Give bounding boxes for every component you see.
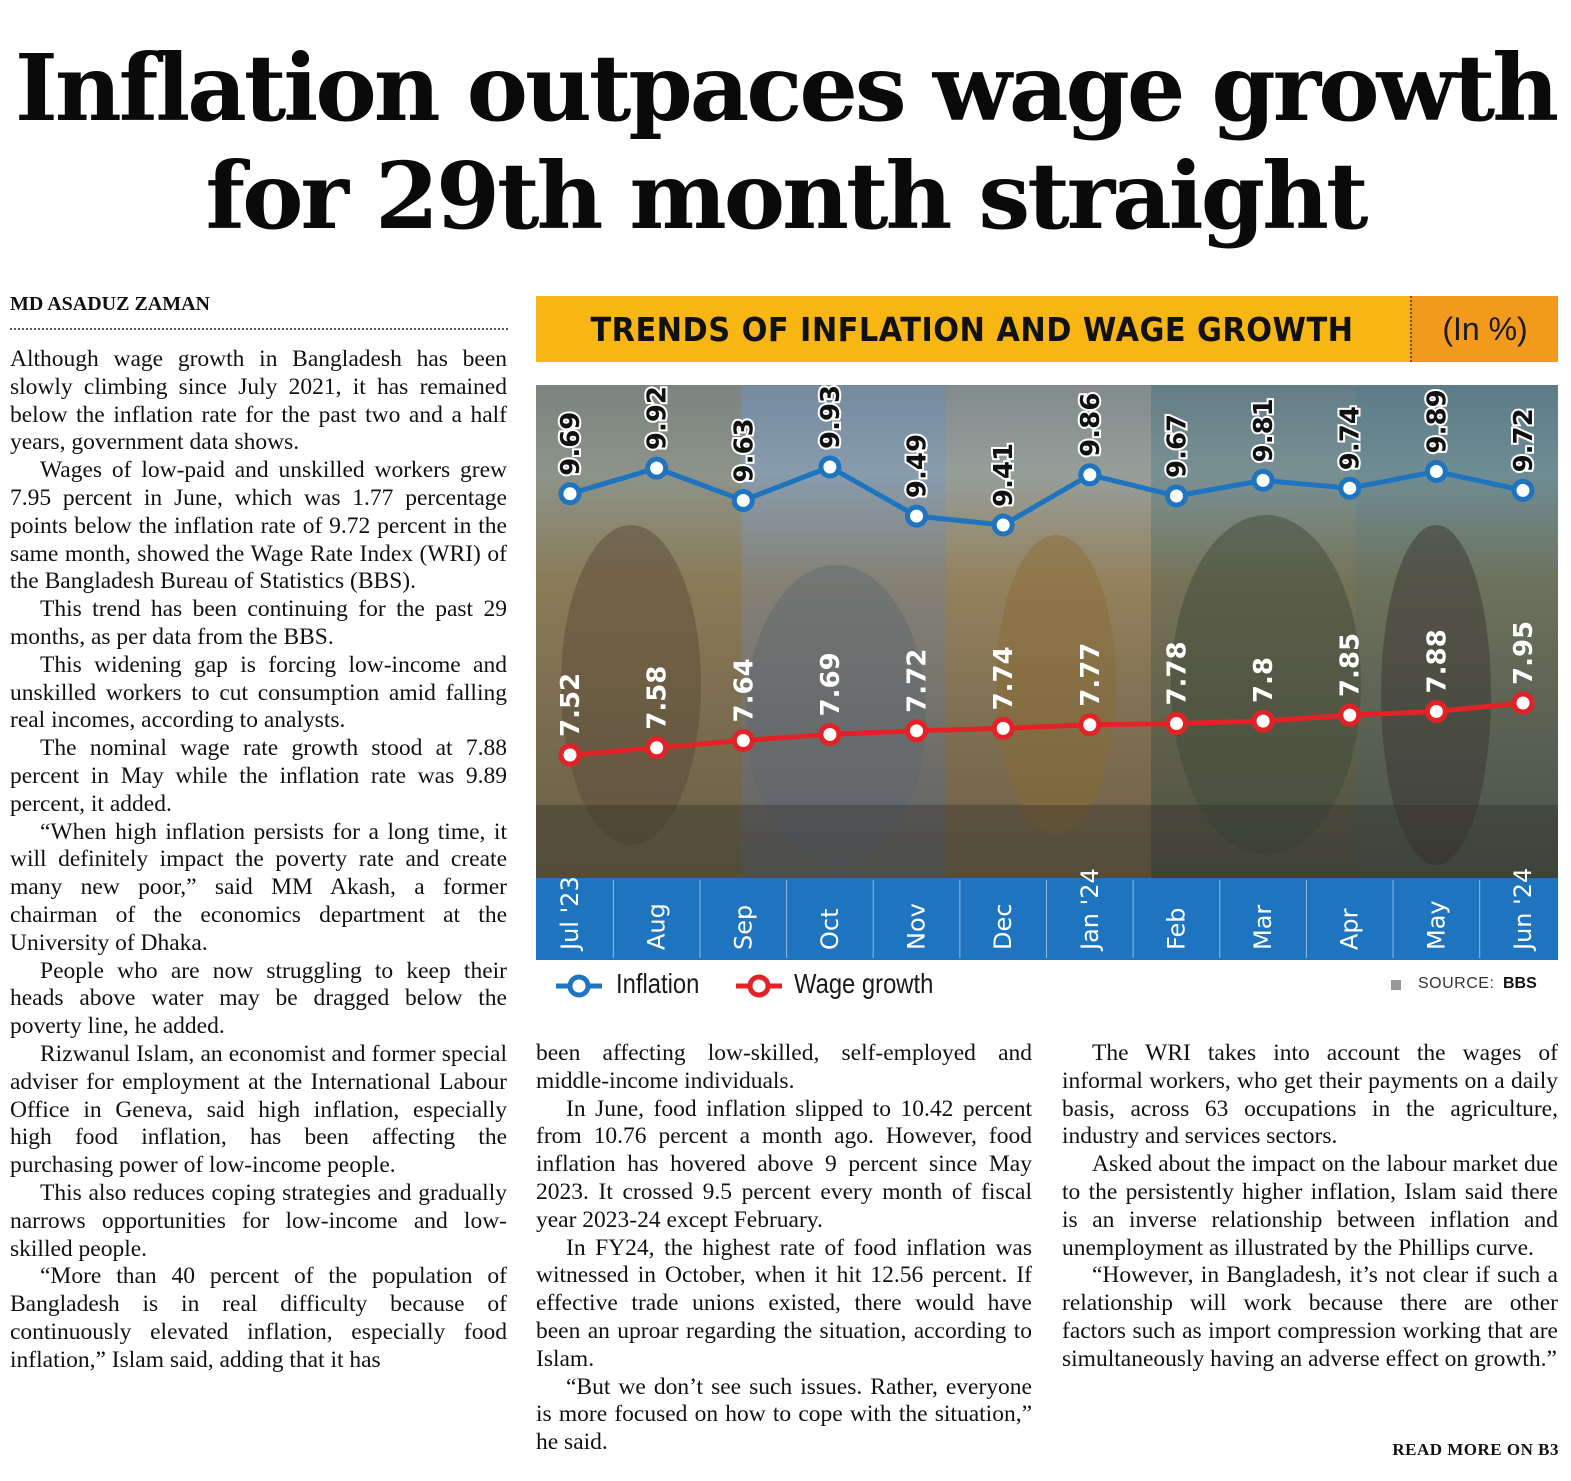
article-paragraph: In FY24, the highest rate of food inflation was witnessed in October, when it hit 12.56 percent. If effective trade unions existed, there would have been an uproar regarding the situation, according to Islam. bbox=[536, 1234, 1032, 1372]
wage-growth-value-label: 7.8 bbox=[1249, 657, 1280, 704]
chart-background-photo bbox=[536, 385, 1558, 878]
inflation-value-label: 9.74 bbox=[1335, 406, 1366, 471]
x-tick-label: Jul '23 bbox=[556, 876, 584, 950]
x-axis-band bbox=[536, 878, 1558, 960]
article-column-1 bbox=[10, 346, 507, 1374]
inflation-value-label: 9.86 bbox=[1075, 392, 1106, 457]
legend-wage-label: Wage growth bbox=[794, 968, 934, 999]
inflation-value-label: 9.93 bbox=[815, 384, 846, 449]
article-paragraph: Although wage growth in Bangladesh has been slowly climbing since July 2021, it has remained below the inflation rate for the past two and a half years, government data shows. bbox=[10, 346, 507, 456]
article-paragraph: “More than 40 percent of the population of Bangladesh is in real difficulty because of continuously elevated inflation, especially food inflation,” Islam said, adding that it has bbox=[10, 1263, 507, 1373]
wage-growth-value-label: 7.88 bbox=[1422, 629, 1453, 694]
inflation-value-label: 9.92 bbox=[642, 385, 673, 451]
inflation-value-label: 9.67 bbox=[1162, 413, 1193, 478]
article-paragraph: “When high inflation persists for a long time, it will definitely impact the poverty rate and create many new poor,” said MM Akash, a former chairman of the economics department at the University of Dhaka. bbox=[10, 818, 507, 956]
byline: MD ASADUZ ZAMAN bbox=[10, 293, 508, 330]
inflation-value-label: 9.72 bbox=[1509, 408, 1539, 473]
article-paragraph: Asked about the impact on the labour market due to the persistently higher inflation, Islam said there is an inverse relationship between inflation and unemployment as illustrated by the Phillips curve. bbox=[1062, 1151, 1558, 1261]
wage-growth-value-label: 7.77 bbox=[1075, 642, 1106, 707]
inflation-value-label: 9.41 bbox=[989, 442, 1020, 507]
article-paragraph: “However, in Bangladesh, it’s not clear if such a relationship will work because there are other factors such as import compression working that are simultaneously having an adverse effect on growth.” bbox=[1062, 1262, 1558, 1372]
wage-growth-value-label: 7.85 bbox=[1335, 632, 1366, 698]
article-paragraph: This widening gap is forcing low-income and unskilled workers to cut consumption amid falling real incomes, according to analysts. bbox=[10, 651, 507, 734]
chart-title: TRENDS OF INFLATION AND WAGE GROWTH bbox=[590, 309, 1354, 349]
headline-line-2: for 29th month straight bbox=[205, 142, 1366, 250]
article-paragraph: Wages of low-paid and unskilled workers grew 7.95 percent in June, which was 1.77 percentage points below the inflation rate of 9.72 percent in the same month, showed the Wage Rate Index (WRI) of the Bangladesh Bureau of Statistics (BBS). bbox=[10, 457, 507, 595]
legend-inflation-label: Inflation bbox=[616, 968, 700, 999]
x-tick-label: Jan '24 bbox=[1075, 868, 1104, 950]
article-paragraph: Rizwanul Islam, an economist and former special adviser for employment at the International Labour Office in Geneva, said high inflation, especially high food inflation, has been affecting the purchasing power of low-income people. bbox=[10, 1040, 507, 1179]
wage-growth-value-label: 7.64 bbox=[729, 658, 760, 723]
read-more-link[interactable]: READ MORE ON B3 bbox=[1392, 1440, 1559, 1459]
article-paragraph: This trend has been continuing for the past 29 months, as per data from the BBS. bbox=[10, 596, 507, 650]
wage-growth-value-label: 7.72 bbox=[902, 648, 933, 713]
article-paragraph: been affecting low-skilled, self-employed and middle-income individuals. bbox=[536, 1040, 1032, 1094]
inflation-value-label: 9.63 bbox=[729, 418, 760, 483]
x-tick-label: Oct bbox=[815, 908, 844, 950]
chart-legend bbox=[556, 966, 1556, 1006]
inflation-value-label: 9.69 bbox=[556, 411, 586, 476]
article-column-2 bbox=[536, 1040, 1032, 1457]
chart-title-banner bbox=[536, 296, 1558, 362]
source-value: BBS bbox=[1503, 975, 1537, 992]
wage-growth-value-label: 7.58 bbox=[642, 665, 673, 730]
wage-growth-value-label: 7.52 bbox=[556, 672, 586, 737]
x-tick-label: Nov bbox=[902, 903, 931, 950]
source-square-icon bbox=[1391, 980, 1401, 990]
wage-growth-value-label: 7.95 bbox=[1509, 620, 1539, 685]
article-column-3 bbox=[1062, 1040, 1558, 1374]
headline-line-1: Inflation outpaces wage growth bbox=[14, 34, 1557, 142]
wage-growth-value-label: 7.74 bbox=[989, 646, 1020, 711]
inflation-value-label: 9.81 bbox=[1249, 398, 1280, 463]
legend-wage-marker bbox=[736, 977, 782, 995]
inflation-value-label: 9.89 bbox=[1422, 389, 1453, 454]
source-label: SOURCE: bbox=[1418, 975, 1495, 992]
article-paragraph: In June, food inflation slipped to 10.42 percent from 10.76 percent a month ago. However, food inflation has hovered above 9 percent since May 2023. It crossed 9.5 percent every month of fiscal year 2023-24 except February. bbox=[536, 1095, 1032, 1233]
x-tick-label: Mar bbox=[1249, 904, 1278, 950]
article-paragraph: This also reduces coping strategies and gradually narrows opportunities for low-income and low-skilled people. bbox=[10, 1179, 507, 1262]
wage-growth-value-label: 7.69 bbox=[815, 652, 846, 717]
x-tick-label: Feb bbox=[1162, 907, 1191, 950]
x-tick-label: Dec bbox=[989, 903, 1018, 950]
article-paragraph: “But we don’t see such issues. Rather, everyone is more focused on how to cope with the situation,” he said. bbox=[536, 1373, 1032, 1456]
chart-unit-label: (In %) bbox=[1410, 296, 1558, 362]
article-paragraph: People who are now struggling to keep their heads above water may be dragged below the poverty line, he added. bbox=[10, 957, 507, 1040]
article-paragraph: The WRI takes into account the wages of informal workers, who get their payments on a daily basis, across 63 occupations in the agriculture, industry and services sectors. bbox=[1062, 1040, 1558, 1150]
article-paragraph: The nominal wage rate growth stood at 7.88 percent in May while the inflation rate was 9.89 percent, it added. bbox=[10, 735, 507, 817]
x-tick-label: Jun '24 bbox=[1509, 867, 1537, 950]
x-tick-label: Apr bbox=[1335, 908, 1364, 950]
x-tick-label: Aug bbox=[642, 903, 671, 950]
inflation-value-label: 9.49 bbox=[902, 433, 933, 499]
x-tick-label: May bbox=[1422, 900, 1451, 950]
legend-inflation-marker bbox=[556, 977, 602, 995]
x-tick-label: Sep bbox=[729, 904, 758, 950]
wage-growth-value-label: 7.78 bbox=[1162, 641, 1193, 706]
